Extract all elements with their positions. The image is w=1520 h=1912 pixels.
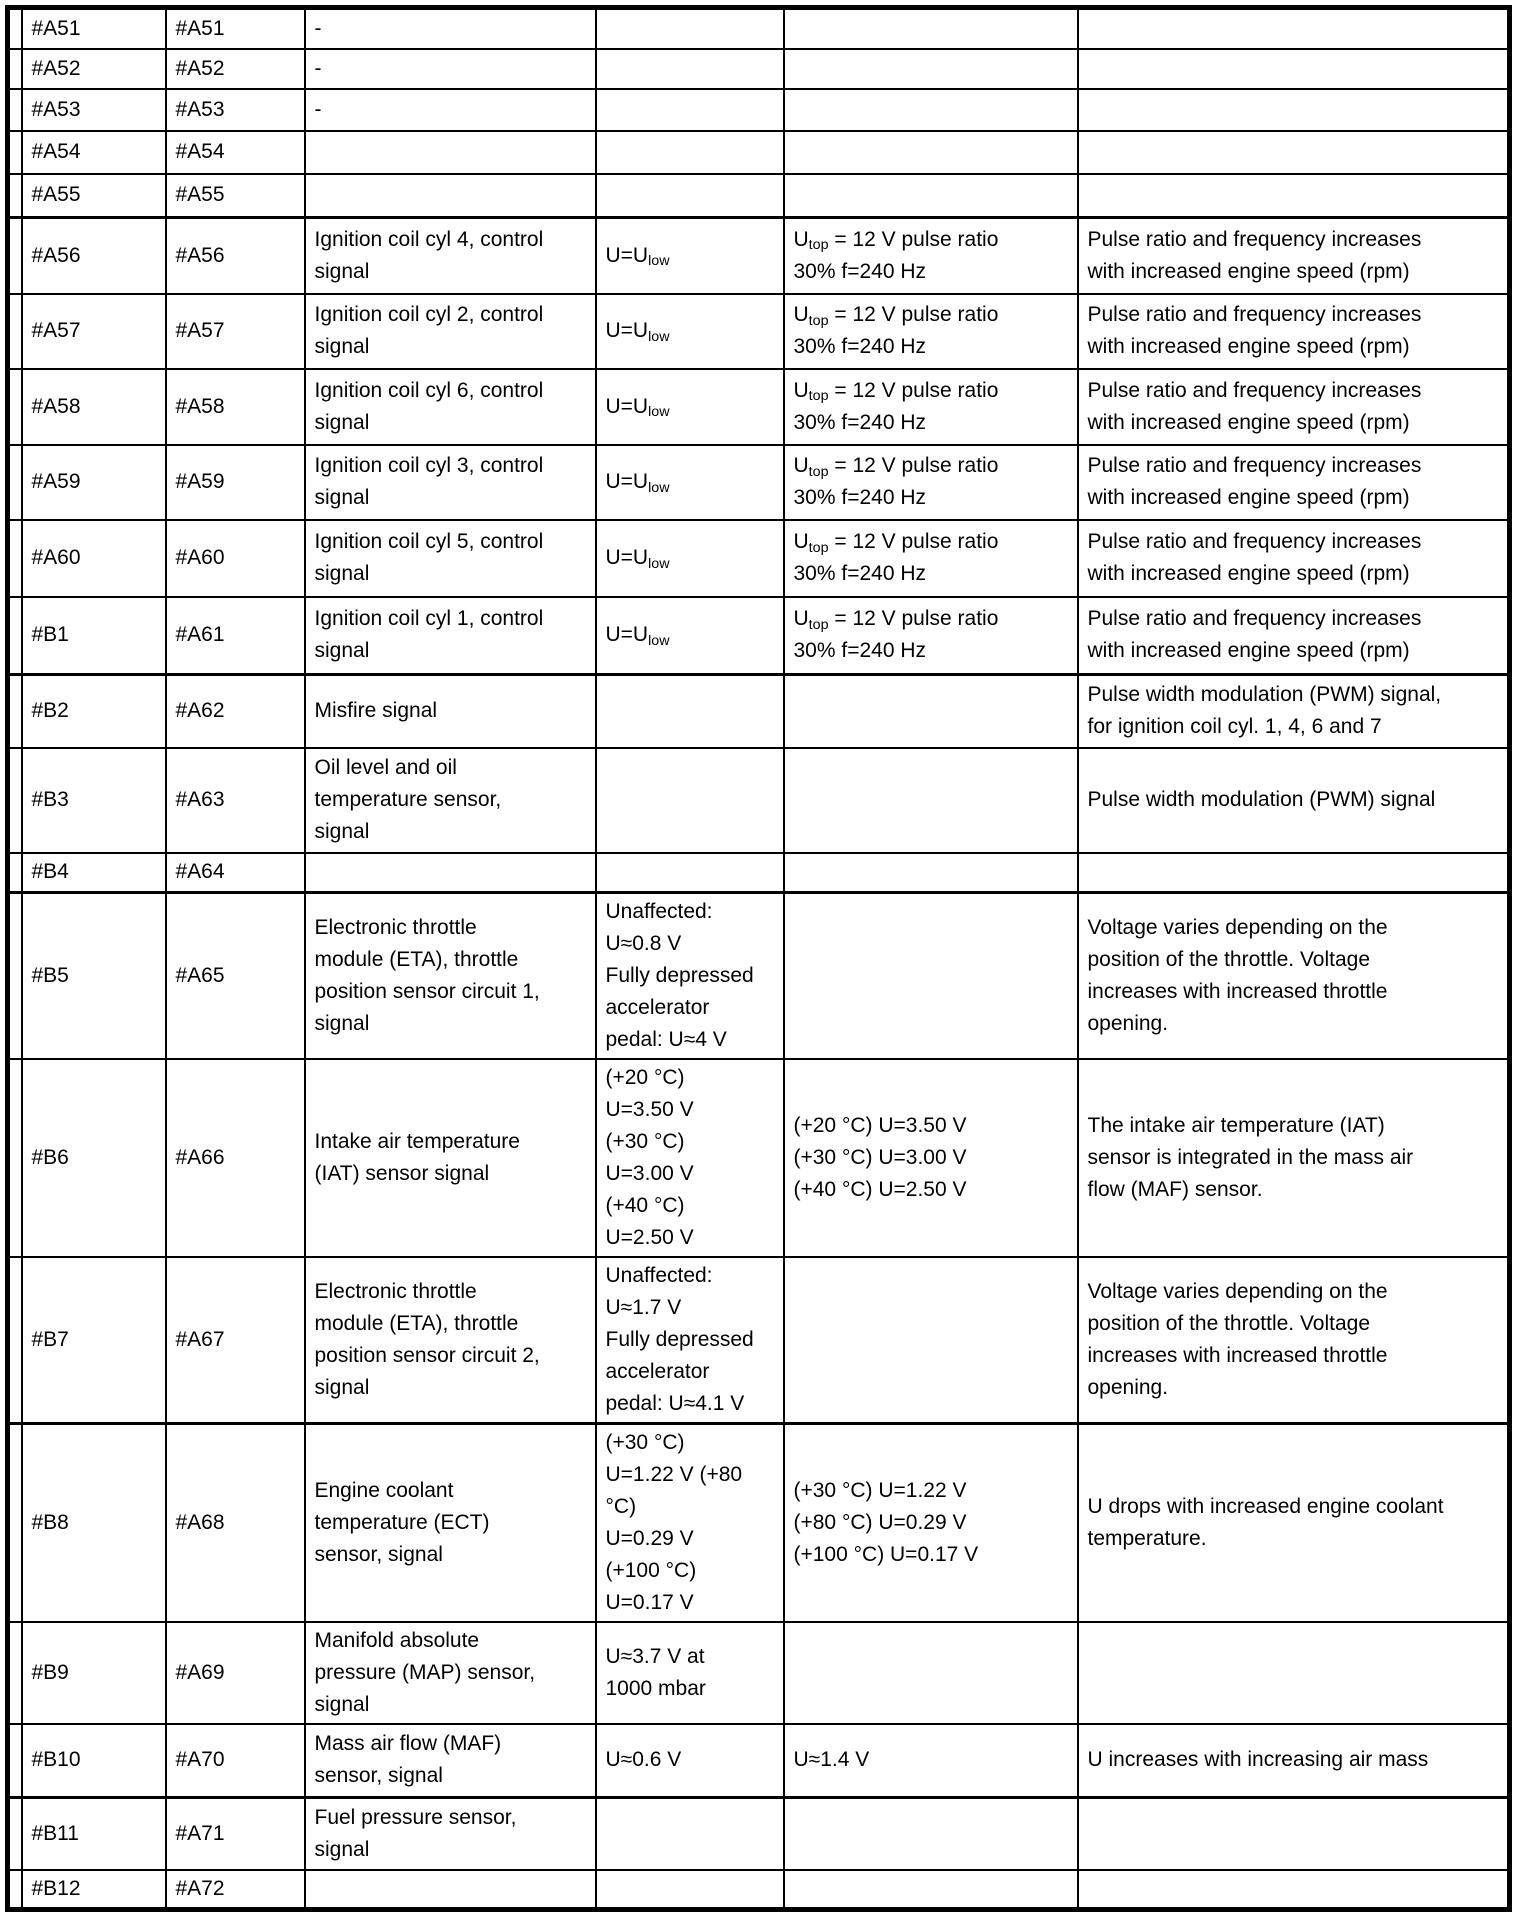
pin-b-cell: #B2	[22, 675, 166, 748]
pin-b-cell: #B4	[22, 853, 166, 893]
value-1-cell: (+30 °C) U=1.22 V (+80 °C) U=0.29 V (+100 °C) U=0.17 V	[596, 1424, 784, 1623]
value-1-cell	[596, 1870, 784, 1910]
pin-a-cell: #A65	[166, 893, 305, 1060]
pin-a-cell: #A63	[166, 748, 305, 853]
left-spacer-cell	[8, 1059, 22, 1257]
table-row	[8, 1257, 1510, 1424]
pin-b-cell: #B10	[22, 1724, 166, 1797]
pin-b-cell: #B1	[22, 597, 166, 675]
value-2-cell	[784, 675, 1078, 748]
table-row	[8, 131, 1510, 174]
value-2-cell: U≈1.4 V	[784, 1724, 1078, 1797]
description-cell	[305, 131, 596, 174]
pin-a-cell: #A60	[166, 520, 305, 597]
table-row	[8, 1870, 1510, 1910]
description-cell: Ignition coil cyl 6, control signal	[305, 369, 596, 445]
left-spacer-cell	[8, 748, 22, 853]
value-2-cell: $U_{top} = 12$ V pulse ratio 30% f=240 Hz	[784, 218, 1078, 294]
value-2-cell	[784, 131, 1078, 174]
table-row	[8, 1059, 1510, 1257]
table-row	[8, 89, 1510, 131]
pin-a-cell: #A67	[166, 1257, 305, 1424]
left-spacer-cell	[8, 8, 22, 49]
note-cell: Pulse ratio and frequency increases with increased engine speed (rpm)	[1078, 445, 1510, 520]
description-cell	[305, 174, 596, 218]
description-cell: Ignition coil cyl 4, control signal	[305, 218, 596, 294]
value-1-cell	[596, 8, 784, 49]
value-1-cell: Unaffected: U≈1.7 V Fully depressed accelerator pedal: U≈4.1 V	[596, 1257, 784, 1424]
note-cell: Pulse ratio and frequency increases with increased engine speed (rpm)	[1078, 597, 1510, 675]
note-cell	[1078, 8, 1510, 49]
pin-b-cell: #B9	[22, 1622, 166, 1724]
description-cell: Mass air flow (MAF) sensor, signal	[305, 1724, 596, 1797]
description-cell: Manifold absolute pressure (MAP) sensor, signal	[305, 1622, 596, 1724]
pin-b-cell: #A51	[22, 8, 166, 49]
value-1-cell	[596, 89, 784, 131]
value-2-cell	[784, 49, 1078, 89]
pin-a-cell: #A68	[166, 1424, 305, 1623]
note-cell: Voltage varies depending on the position of the throttle. Voltage increases with increased throttle opening.	[1078, 1257, 1510, 1424]
value-1-cell	[596, 174, 784, 218]
description-cell: Ignition coil cyl 1, control signal	[305, 597, 596, 675]
description-cell: Misfire signal	[305, 675, 596, 748]
left-spacer-cell	[8, 893, 22, 1060]
left-spacer-cell	[8, 1257, 22, 1424]
value-2-cell	[784, 89, 1078, 131]
note-cell: U drops with increased engine coolant temperature.	[1078, 1424, 1510, 1623]
left-spacer-cell	[8, 369, 22, 445]
description-cell: Engine coolant temperature (ECT) sensor, signal	[305, 1424, 596, 1623]
description-cell	[305, 853, 596, 893]
pin-b-cell: #A58	[22, 369, 166, 445]
pin-a-cell: #A53	[166, 89, 305, 131]
table-row	[8, 49, 1510, 89]
pin-b-cell: #A57	[22, 294, 166, 369]
value-2-cell: $U_{top} = 12$ V pulse ratio 30% f=240 Hz	[784, 520, 1078, 597]
table-row	[8, 1622, 1510, 1724]
left-spacer-cell	[8, 1797, 22, 1870]
description-cell: -	[305, 89, 596, 131]
pin-b-cell: #B5	[22, 893, 166, 1060]
value-2-cell	[784, 893, 1078, 1060]
description-cell: Oil level and oil temperature sensor, signal	[305, 748, 596, 853]
value-1-cell: $U=U_{low}$	[596, 445, 784, 520]
pin-b-cell: #A54	[22, 131, 166, 174]
left-spacer-cell	[8, 294, 22, 369]
note-cell: Pulse width modulation (PWM) signal, for ignition coil cyl. 1, 4, 6 and 7	[1078, 675, 1510, 748]
left-spacer-cell	[8, 1424, 22, 1623]
description-cell: Intake air temperature (IAT) sensor signal	[305, 1059, 596, 1257]
value-2-cell: $U_{top} = 12$ V pulse ratio 30% f=240 Hz	[784, 294, 1078, 369]
note-cell	[1078, 1622, 1510, 1724]
pin-a-cell: #A59	[166, 445, 305, 520]
table-row	[8, 174, 1510, 218]
value-2-cell	[784, 1797, 1078, 1870]
left-spacer-cell	[8, 1724, 22, 1797]
table-row	[8, 8, 1510, 49]
table-row	[8, 1797, 1510, 1870]
table-row	[8, 1724, 1510, 1797]
note-cell: Pulse ratio and frequency increases with increased engine speed (rpm)	[1078, 520, 1510, 597]
description-cell: Fuel pressure sensor, signal	[305, 1797, 596, 1870]
value-2-cell: $U_{top} = 12$ V pulse ratio 30% f=240 Hz	[784, 597, 1078, 675]
table-row	[8, 893, 1510, 1060]
pin-a-cell: #A62	[166, 675, 305, 748]
signal-table-body	[8, 8, 1510, 1910]
left-spacer-cell	[8, 445, 22, 520]
value-2-cell	[784, 174, 1078, 218]
pin-b-cell: #A53	[22, 89, 166, 131]
table-row	[8, 1424, 1510, 1623]
pin-a-cell: #A55	[166, 174, 305, 218]
pin-a-cell: #A61	[166, 597, 305, 675]
left-spacer-cell	[8, 218, 22, 294]
pin-a-cell: #A70	[166, 1724, 305, 1797]
pin-b-cell: #B11	[22, 1797, 166, 1870]
pin-a-cell: #A71	[166, 1797, 305, 1870]
value-2-cell: $U_{top} = 12$ V pulse ratio 30% f=240 Hz	[784, 445, 1078, 520]
table-row	[8, 218, 1510, 294]
note-cell	[1078, 853, 1510, 893]
table-row	[8, 369, 1510, 445]
value-2-cell: $U_{top} = 12$ V pulse ratio 30% f=240 Hz	[784, 369, 1078, 445]
pin-b-cell: #A60	[22, 520, 166, 597]
pin-a-cell: #A64	[166, 853, 305, 893]
value-1-cell: $U=U_{low}$	[596, 294, 784, 369]
pin-b-cell: #B12	[22, 1870, 166, 1910]
value-1-cell: U≈3.7 V at 1000 mbar	[596, 1622, 784, 1724]
pin-a-cell: #A57	[166, 294, 305, 369]
note-cell	[1078, 89, 1510, 131]
value-1-cell: (+20 °C) U=3.50 V (+30 °C) U=3.00 V (+40 °C) U=2.50 V	[596, 1059, 784, 1257]
left-spacer-cell	[8, 1622, 22, 1724]
note-cell: Pulse ratio and frequency increases with increased engine speed (rpm)	[1078, 294, 1510, 369]
value-1-cell: Unaffected: U≈0.8 V Fully depressed accelerator pedal: U≈4 V	[596, 893, 784, 1060]
description-cell: Ignition coil cyl 5, control signal	[305, 520, 596, 597]
value-1-cell	[596, 131, 784, 174]
table-row	[8, 445, 1510, 520]
left-spacer-cell	[8, 131, 22, 174]
left-spacer-cell	[8, 597, 22, 675]
pin-a-cell: #A66	[166, 1059, 305, 1257]
note-cell	[1078, 1870, 1510, 1910]
description-cell: Ignition coil cyl 3, control signal	[305, 445, 596, 520]
left-spacer-cell	[8, 89, 22, 131]
description-cell: -	[305, 49, 596, 89]
left-spacer-cell	[8, 853, 22, 893]
note-cell	[1078, 174, 1510, 218]
value-1-cell	[596, 748, 784, 853]
value-1-cell	[596, 675, 784, 748]
pin-a-cell: #A58	[166, 369, 305, 445]
value-1-cell: $U=U_{low}$	[596, 520, 784, 597]
pin-b-cell: #B8	[22, 1424, 166, 1623]
value-1-cell	[596, 853, 784, 893]
pin-b-cell: #B3	[22, 748, 166, 853]
description-cell: Electronic throttle module (ETA), throttle position sensor circuit 1, signal	[305, 893, 596, 1060]
value-2-cell	[784, 1257, 1078, 1424]
note-cell: Voltage varies depending on the position of the throttle. Voltage increases with increased throttle opening.	[1078, 893, 1510, 1060]
table-row	[8, 748, 1510, 853]
left-spacer-cell	[8, 49, 22, 89]
value-1-cell: $U=U_{low}$	[596, 369, 784, 445]
left-spacer-cell	[8, 174, 22, 218]
note-cell	[1078, 1797, 1510, 1870]
value-2-cell: (+20 °C) U=3.50 V (+30 °C) U=3.00 V (+40 °C) U=2.50 V	[784, 1059, 1078, 1257]
pin-a-cell: #A52	[166, 49, 305, 89]
description-cell: -	[305, 8, 596, 49]
table-row	[8, 294, 1510, 369]
value-1-cell	[596, 1797, 784, 1870]
value-2-cell	[784, 853, 1078, 893]
note-cell: Pulse width modulation (PWM) signal	[1078, 748, 1510, 853]
note-cell: The intake air temperature (IAT) sensor is integrated in the mass air flow (MAF) sensor.	[1078, 1059, 1510, 1257]
pin-a-cell: #A72	[166, 1870, 305, 1910]
pin-b-cell: #A52	[22, 49, 166, 89]
pin-a-cell: #A54	[166, 131, 305, 174]
description-cell: Electronic throttle module (ETA), throttle position sensor circuit 2, signal	[305, 1257, 596, 1424]
value-1-cell: U≈0.6 V	[596, 1724, 784, 1797]
note-cell	[1078, 131, 1510, 174]
value-1-cell	[596, 49, 784, 89]
value-2-cell	[784, 748, 1078, 853]
pin-a-cell: #A69	[166, 1622, 305, 1724]
note-cell: Pulse ratio and frequency increases with increased engine speed (rpm)	[1078, 218, 1510, 294]
pin-b-cell: #A55	[22, 174, 166, 218]
value-2-cell	[784, 1622, 1078, 1724]
note-cell	[1078, 49, 1510, 89]
value-1-cell: $U=U_{low}$	[596, 597, 784, 675]
note-cell: Pulse ratio and frequency increases with increased engine speed (rpm)	[1078, 369, 1510, 445]
table-row	[8, 675, 1510, 748]
table-row	[8, 520, 1510, 597]
pin-b-cell: #A56	[22, 218, 166, 294]
left-spacer-cell	[8, 675, 22, 748]
pin-a-cell: #A51	[166, 8, 305, 49]
description-cell	[305, 1870, 596, 1910]
pin-b-cell: #B7	[22, 1257, 166, 1424]
note-cell: U increases with increasing air mass	[1078, 1724, 1510, 1797]
description-cell: Ignition coil cyl 2, control signal	[305, 294, 596, 369]
value-2-cell: (+30 °C) U=1.22 V (+80 °C) U=0.29 V (+100 °C) U=0.17 V	[784, 1424, 1078, 1623]
value-2-cell	[784, 1870, 1078, 1910]
signal-table	[5, 5, 1512, 1912]
pin-a-cell: #A56	[166, 218, 305, 294]
value-2-cell	[784, 8, 1078, 49]
left-spacer-cell	[8, 1870, 22, 1910]
pin-b-cell: #A59	[22, 445, 166, 520]
table-row	[8, 597, 1510, 675]
pin-b-cell: #B6	[22, 1059, 166, 1257]
left-spacer-cell	[8, 520, 22, 597]
table-row	[8, 853, 1510, 893]
value-1-cell: $U=U_{low}$	[596, 218, 784, 294]
